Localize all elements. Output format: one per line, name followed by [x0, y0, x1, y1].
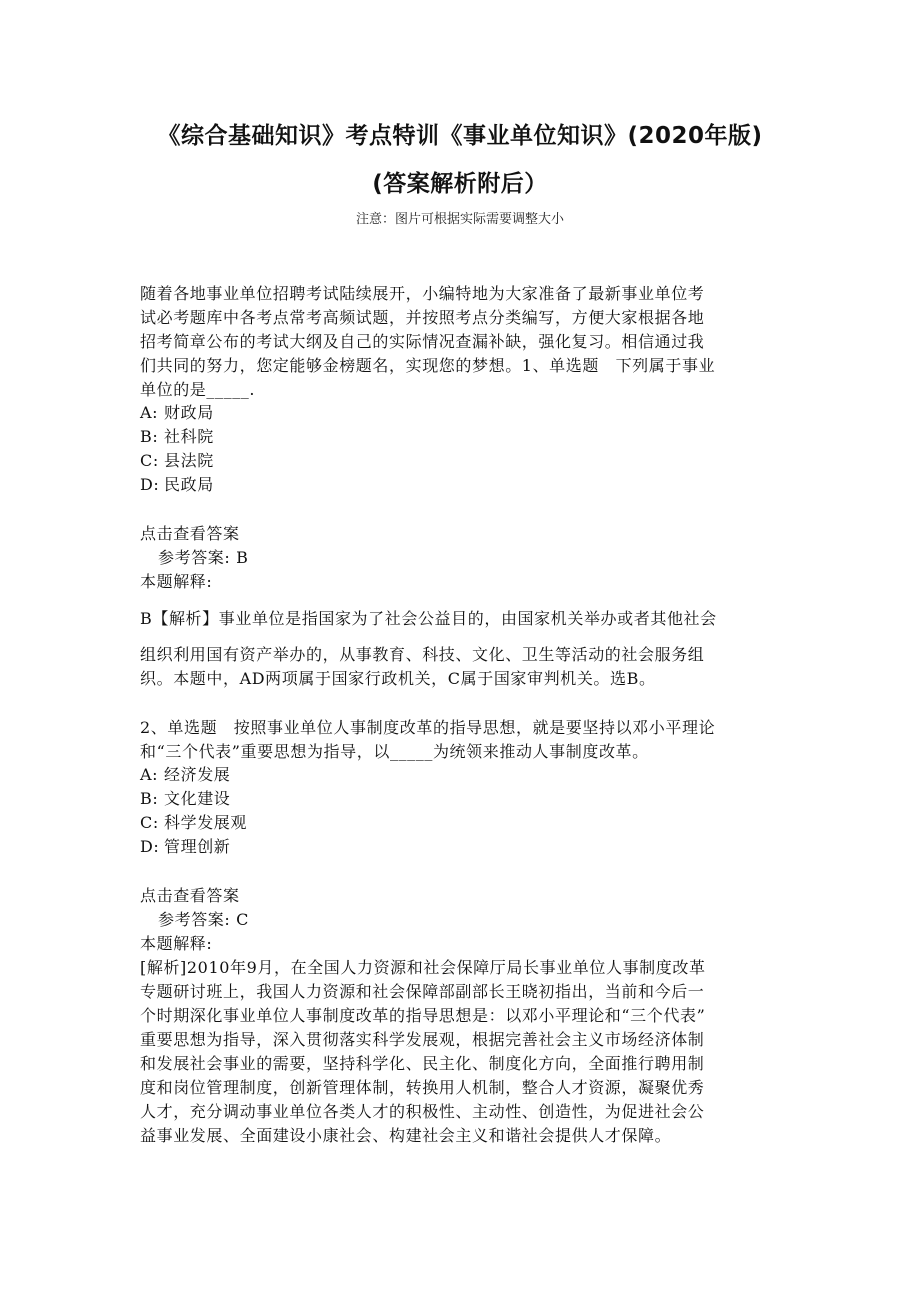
intro-line: 单位的是_____. [140, 380, 256, 399]
option-text: 文化建设 [164, 789, 231, 808]
q2-stem-line: 和“三个代表”重要思想为指导，以_____为统领来推动人事制度改革。 [140, 742, 649, 761]
option-text: 管理创新 [164, 837, 231, 856]
q1-option-b [140, 425, 214, 449]
q2-option-c [140, 811, 247, 835]
q2-option-a [140, 763, 230, 787]
option-text: 社科院 [164, 427, 214, 446]
option-letter: D: [140, 837, 160, 856]
document-title-line-1: 《综合基础知识》考点特训《事业单位知识》(2020年版) [157, 123, 763, 149]
intro-line: 招考简章公布的考试大纲及自己的实际情况查漏补缺，强化复习。相信通过我 [140, 332, 705, 351]
option-text: 财政局 [164, 403, 214, 422]
option-text: 民政局 [164, 475, 214, 494]
q2-explanation-line: 和发展社会事业的需要，坚持科学化、民主化、制度化方向，全面推行聘用制 [140, 1054, 705, 1073]
option-text: 县法院 [164, 451, 214, 470]
q1-explanation-label: 本题解释: [140, 572, 213, 591]
option-letter: B: [140, 789, 159, 808]
option-letter: B: [140, 427, 159, 446]
option-letter: C: [140, 451, 159, 470]
option-text: 经济发展 [164, 765, 231, 784]
option-text: 科学发展观 [164, 813, 248, 832]
intro-line: 随着各地事业单位招聘考试陆续展开，小编特地为大家准备了最新事业单位考 [140, 284, 705, 303]
option-letter: A: [140, 765, 159, 784]
q2-explanation-line: 度和岗位管理制度，创新管理体制，转换用人机制，整合人才资源，凝聚优秀 [140, 1078, 705, 1097]
q2-explanation-line: [解析]2010年9月，在全国人力资源和社会保障厅局长事业单位人事制度改革 [140, 958, 706, 977]
q2-option-d [140, 835, 230, 859]
intro-line: 们共同的努力，您定能够金榜题名，实现您的梦想。1、单选题 下列属于事业 [140, 356, 716, 375]
q1-explanation-line: 织。本题中，AD两项属于国家行政机关，C属于国家审判机关。选B。 [140, 669, 656, 688]
q2-explanation-label: 本题解释: [140, 934, 213, 953]
q2-explanation-line: 重要思想为指导，深入贯彻落实科学发展观，根据完善社会主义市场经济体制 [140, 1030, 705, 1049]
q2-explanation-line: 人才，充分调动事业单位各类人才的积极性、主动性、创造性，为促进社会公 [140, 1102, 705, 1121]
q1-option-c [140, 449, 214, 473]
q1-explanation-line: 组织利用国有资产举办的，从事教育、科技、文化、卫生等活动的社会服务组 [140, 645, 705, 664]
q1-option-a [140, 401, 214, 425]
q1-reference-answer: 参考答案: B [158, 548, 249, 567]
option-letter: C: [140, 813, 159, 832]
option-letter: D: [140, 475, 160, 494]
q2-option-b [140, 787, 230, 811]
option-letter: A: [140, 403, 159, 422]
image-note: 注意：图片可根据实际需要调整大小 [355, 212, 564, 227]
q1-explanation-line: B【解析】事业单位是指国家为了社会公益目的，由国家机关举办或者其他社会 [140, 609, 717, 628]
q1-option-d [140, 473, 214, 497]
q1-show-answer-link[interactable]: 点击查看答案 [140, 524, 240, 543]
q2-reference-answer: 参考答案: C [158, 910, 249, 929]
q2-explanation-line: 专题研讨班上，我国人力资源和社会保障部副部长王晓初指出，当前和今后一 [140, 982, 705, 1001]
q2-explanation-line: 益事业发展、全面建设小康社会、构建社会主义和谐社会提供人才保障。 [140, 1126, 672, 1145]
q2-stem-line: 2、单选题 按照事业单位人事制度改革的指导思想，就是要坚持以邓小平理论 [140, 718, 716, 737]
intro-line: 试必考题库中各考点常考高频试题，并按照考点分类编写，方便大家根据各地 [140, 308, 705, 327]
document-title-line-2: (答案解析附后） [372, 171, 548, 197]
q2-show-answer-link[interactable]: 点击查看答案 [140, 886, 240, 905]
q2-explanation-line: 个时期深化事业单位人事制度改革的指导思想是：以邓小平理论和“三个代表” [140, 1006, 706, 1025]
